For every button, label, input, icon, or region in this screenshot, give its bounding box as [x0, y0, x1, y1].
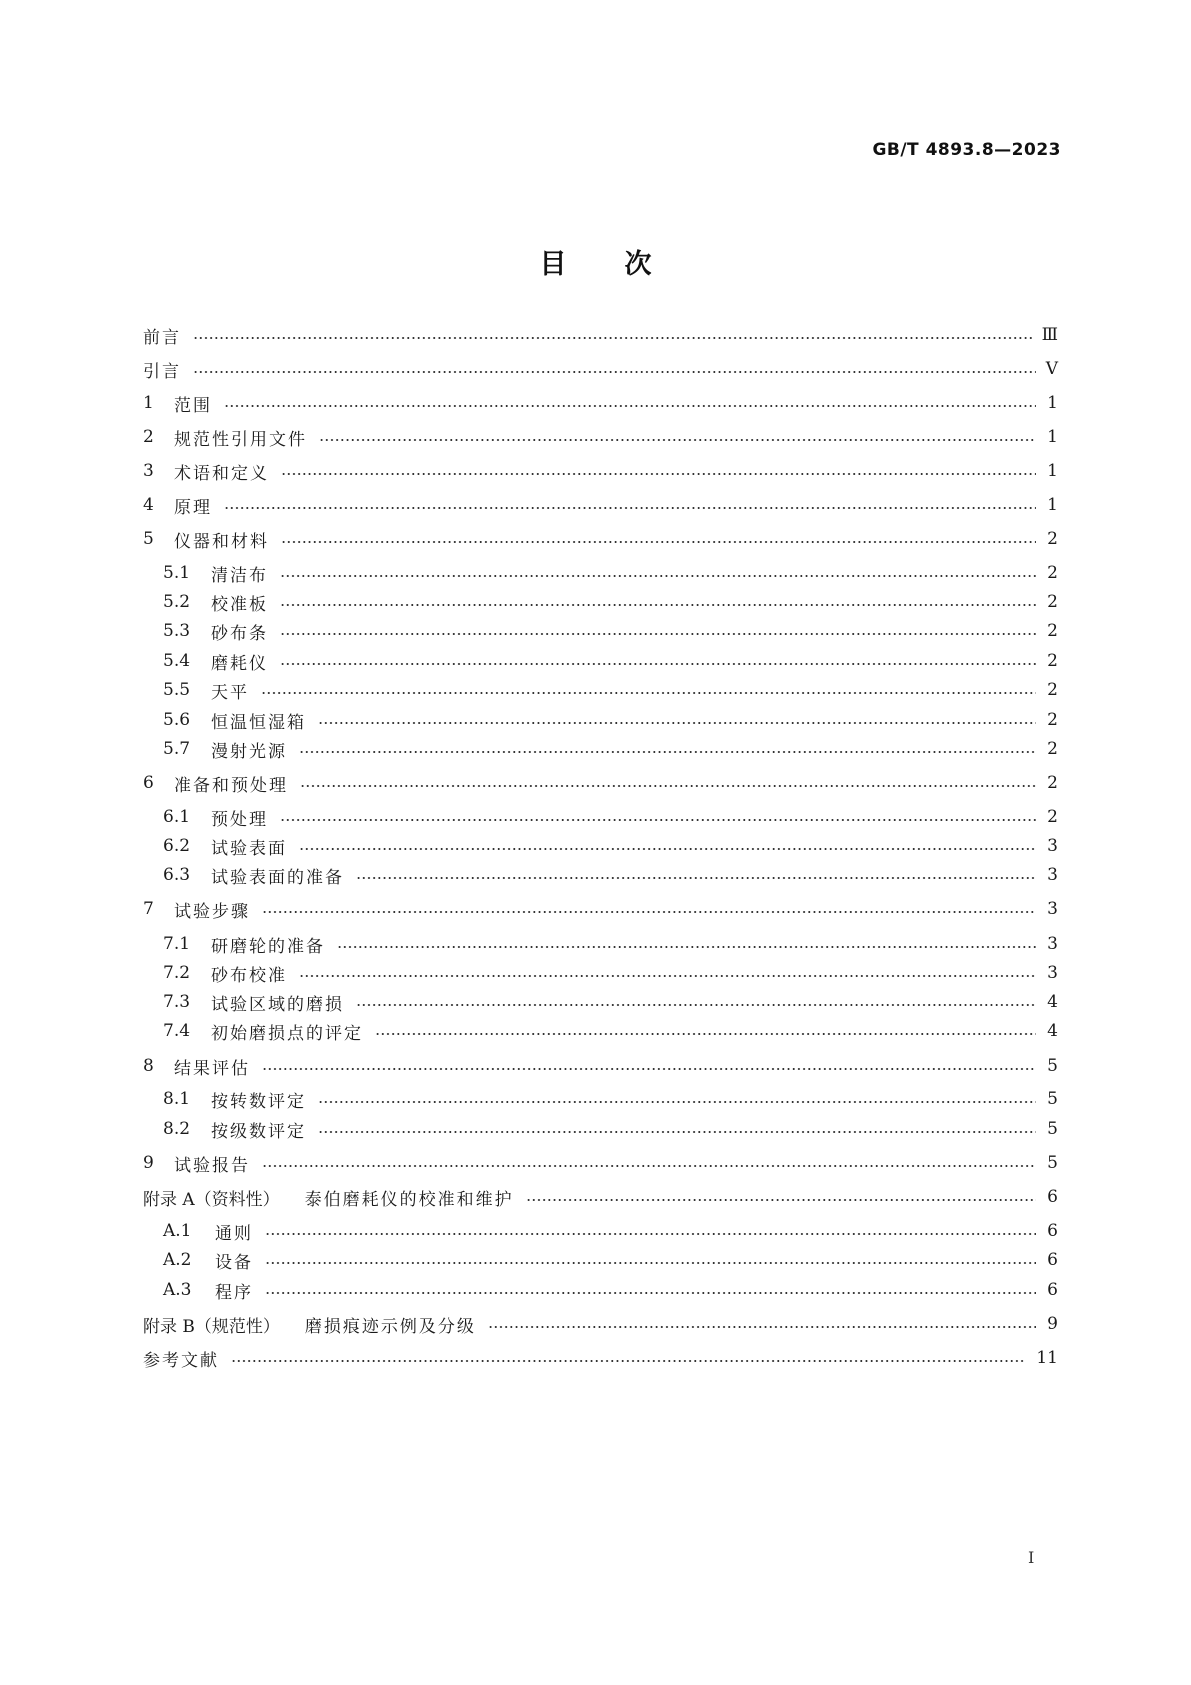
dot-leader: [280, 632, 1036, 636]
toc-entry-label: 砂布校准: [211, 965, 287, 986]
toc-entry-label: 按转数评定: [211, 1091, 306, 1112]
toc-entry-label: 砂布条: [211, 623, 268, 644]
toc-entry-page: 4: [1047, 992, 1058, 1012]
toc-entry-label: 试验步骤: [174, 901, 250, 922]
dot-leader: [224, 404, 1036, 408]
toc-entry-label: 术语和定义: [174, 463, 269, 484]
toc-entry-number: 6.1: [163, 807, 191, 827]
toc-entry[interactable]: [143, 458, 1058, 484]
toc-entry-page: 3: [1047, 865, 1058, 885]
toc-entry[interactable]: [143, 1086, 1058, 1112]
toc-entry-label: 原理: [174, 497, 212, 518]
toc-entry[interactable]: [143, 1018, 1058, 1044]
toc-entry[interactable]: [143, 833, 1058, 859]
dot-leader: [193, 370, 1036, 374]
dot-leader: [488, 1325, 1036, 1329]
toc-entry-label: 泰伯磨耗仪的校准和维护: [304, 1189, 514, 1210]
toc-entry-label: 初始磨损点的评定: [211, 1023, 363, 1044]
toc-entry-label: 试验区域的磨损: [211, 994, 344, 1015]
toc-entry-page: 2: [1047, 651, 1058, 671]
toc-entry-label: 校准板: [211, 594, 268, 615]
toc-entry-number: 5.7: [163, 739, 191, 759]
toc-entry-number: 9: [143, 1153, 154, 1173]
toc-entry-label: 试验表面: [211, 838, 287, 859]
toc-entry-number: A.2: [163, 1250, 192, 1270]
toc-entry[interactable]: [143, 1218, 1058, 1244]
toc-entry[interactable]: [143, 1247, 1058, 1273]
toc-entry-label: 磨损痕迹示例及分级: [304, 1316, 476, 1337]
toc-entry[interactable]: [143, 989, 1058, 1015]
toc-entry-number: 附录 B（规范性）: [143, 1316, 280, 1337]
dot-leader: [318, 1130, 1036, 1134]
toc-entry-number: 附录 A（资料性）: [143, 1189, 280, 1210]
toc-entry-number: 3: [143, 461, 154, 481]
dot-leader: [281, 540, 1036, 544]
toc-entry-page: 6: [1047, 1187, 1058, 1207]
toc-entry[interactable]: [143, 560, 1058, 586]
toc-entry[interactable]: [143, 960, 1058, 986]
toc-entry[interactable]: [143, 1311, 1058, 1337]
toc-entry-label: 设备: [215, 1252, 253, 1273]
toc-entry-number: 6: [143, 773, 154, 793]
dot-leader: [526, 1198, 1036, 1202]
toc-entry-label: 准备和预处理: [174, 775, 288, 796]
dot-leader: [262, 1067, 1036, 1071]
toc-entry-number: 1: [143, 393, 154, 413]
toc-entry-page: 2: [1047, 621, 1058, 641]
dot-leader: [299, 750, 1036, 754]
toc-entry[interactable]: [143, 677, 1058, 703]
toc-entry-label: 漫射光源: [211, 741, 287, 762]
toc-entry-number: 5.2: [163, 592, 191, 612]
dot-leader: [231, 1359, 1026, 1363]
toc-entry-page: 5: [1047, 1089, 1058, 1109]
dot-leader: [280, 574, 1036, 578]
toc-entry-number: 2: [143, 427, 154, 447]
toc-entry-number: 6.2: [163, 836, 191, 856]
toc-entry-page: 6: [1047, 1280, 1058, 1300]
toc-entry[interactable]: [143, 424, 1058, 450]
dot-leader: [299, 974, 1036, 978]
toc-entry-number: 7.3: [163, 992, 191, 1012]
toc-entry-page: 2: [1047, 680, 1058, 700]
toc-entry[interactable]: [143, 589, 1058, 615]
toc-entry-number: 5: [143, 529, 154, 549]
toc-entry-page: Ⅴ: [1045, 359, 1058, 379]
toc-entry-number: 5.6: [163, 710, 191, 730]
toc-entry[interactable]: [143, 1277, 1058, 1303]
toc-entry[interactable]: [143, 1184, 1058, 1210]
toc-entry-number: 8: [143, 1056, 154, 1076]
standard-code: GB/T 4893.8—2023: [872, 140, 1061, 160]
toc-entry[interactable]: [143, 707, 1058, 733]
toc-entry-number: 7.2: [163, 963, 191, 983]
dot-leader: [265, 1291, 1036, 1295]
toc-entry[interactable]: [143, 492, 1058, 518]
toc-entry-page: 1: [1047, 461, 1058, 481]
toc-entry-page: 5: [1047, 1153, 1058, 1173]
toc-entry[interactable]: [143, 862, 1058, 888]
dot-leader: [280, 603, 1036, 607]
toc-entry-number: 4: [143, 495, 154, 515]
dot-leader: [261, 691, 1036, 695]
toc-entry-page: 2: [1047, 529, 1058, 549]
toc-entry[interactable]: [143, 1150, 1058, 1176]
toc-entry-page: 1: [1047, 393, 1058, 413]
dot-leader: [319, 438, 1036, 442]
dot-leader: [262, 910, 1036, 914]
toc-entry-number: A.3: [163, 1280, 192, 1300]
toc-entry[interactable]: [143, 322, 1058, 348]
dot-leader: [318, 1100, 1036, 1104]
dot-leader: [375, 1032, 1036, 1036]
toc-entry[interactable]: [143, 526, 1058, 552]
toc-entry-page: 9: [1047, 1314, 1058, 1334]
toc-entry-label: 磨耗仪: [211, 653, 268, 674]
toc-entry-number: 5.4: [163, 651, 191, 671]
toc-entry-page: 11: [1036, 1348, 1058, 1368]
toc-entry-number: 6.3: [163, 865, 191, 885]
toc-entry[interactable]: [143, 770, 1058, 796]
toc-entry-page: 4: [1047, 1021, 1058, 1041]
toc-entry-page: Ⅲ: [1041, 325, 1058, 345]
dot-leader: [265, 1261, 1036, 1265]
toc-entry-label: 参考文献: [143, 1350, 219, 1371]
toc-entry-label: 范围: [174, 395, 212, 416]
dot-leader: [280, 818, 1036, 822]
toc-entry-number: 8.1: [163, 1089, 191, 1109]
toc-entry-label: 规范性引用文件: [174, 429, 307, 450]
dot-leader: [193, 336, 1032, 340]
toc-entry[interactable]: [143, 736, 1058, 762]
dot-leader: [265, 1232, 1036, 1236]
toc-entry-page: 6: [1047, 1250, 1058, 1270]
toc-entry-label: 天平: [211, 682, 249, 703]
toc-entry-number: A.1: [163, 1221, 192, 1241]
toc-entry-page: 3: [1047, 963, 1058, 983]
toc-entry-label: 清洁布: [211, 565, 268, 586]
toc-entry-number: 5.3: [163, 621, 191, 641]
toc-entry-label: 前言: [143, 327, 181, 348]
toc-entry[interactable]: [143, 390, 1058, 416]
toc-entry-page: 1: [1047, 427, 1058, 447]
page-number: I: [1028, 1548, 1035, 1567]
toc-entry-number: 8.2: [163, 1119, 191, 1139]
dot-leader: [337, 945, 1036, 949]
dot-leader: [281, 472, 1036, 476]
dot-leader: [224, 506, 1036, 510]
toc-entry-page: 2: [1047, 563, 1058, 583]
dot-leader: [262, 1164, 1036, 1168]
toc-entry[interactable]: [143, 1116, 1058, 1142]
toc-entry-label: 程序: [215, 1282, 253, 1303]
toc-entry-number: 5.5: [163, 680, 191, 700]
dot-leader: [356, 1003, 1036, 1007]
dot-leader: [299, 847, 1036, 851]
toc-entry[interactable]: [143, 618, 1058, 644]
toc-entry-page: 5: [1047, 1119, 1058, 1139]
toc-entry-label: 仪器和材料: [174, 531, 269, 552]
toc-entry-label: 通则: [215, 1223, 253, 1244]
toc-entry-page: 2: [1047, 739, 1058, 759]
toc-entry-page: 3: [1047, 836, 1058, 856]
toc-entry-page: 5: [1047, 1056, 1058, 1076]
toc-entry-number: 5.1: [163, 563, 191, 583]
toc-entry-label: 按级数评定: [211, 1121, 306, 1142]
toc-entry-number: 7.1: [163, 934, 191, 954]
toc-entry-label: 试验报告: [174, 1155, 250, 1176]
dot-leader: [300, 784, 1036, 788]
toc-entry-label: 结果评估: [174, 1058, 250, 1079]
dot-leader: [356, 876, 1036, 880]
toc-entry[interactable]: [143, 648, 1058, 674]
toc-entry[interactable]: [143, 356, 1058, 382]
page-title: 目次: [539, 249, 710, 280]
toc-entry-number: 7.4: [163, 1021, 191, 1041]
toc-entry-label: 引言: [143, 361, 181, 382]
toc-entry-label: 预处理: [211, 809, 268, 830]
toc-entry-page: 3: [1047, 899, 1058, 919]
toc-entry-label: 研磨轮的准备: [211, 936, 325, 957]
toc-entry-page: 2: [1047, 592, 1058, 612]
dot-leader: [280, 662, 1036, 666]
toc-entry[interactable]: [143, 1053, 1058, 1079]
toc-entry-page: 3: [1047, 934, 1058, 954]
toc-entry[interactable]: [143, 1345, 1058, 1371]
toc-entry-page: 2: [1047, 773, 1058, 793]
toc-entry-page: 2: [1047, 710, 1058, 730]
toc-entry-page: 6: [1047, 1221, 1058, 1241]
toc-entry[interactable]: [143, 896, 1058, 922]
toc-entry-page: 2: [1047, 807, 1058, 827]
toc-entry[interactable]: [143, 931, 1058, 957]
toc-entry-label: 试验表面的准备: [211, 867, 344, 888]
toc-entry-number: 7: [143, 899, 154, 919]
dot-leader: [318, 721, 1036, 725]
toc-entry-page: 1: [1047, 495, 1058, 515]
toc-entry-label: 恒温恒湿箱: [211, 712, 306, 733]
toc-entry[interactable]: [143, 804, 1058, 830]
